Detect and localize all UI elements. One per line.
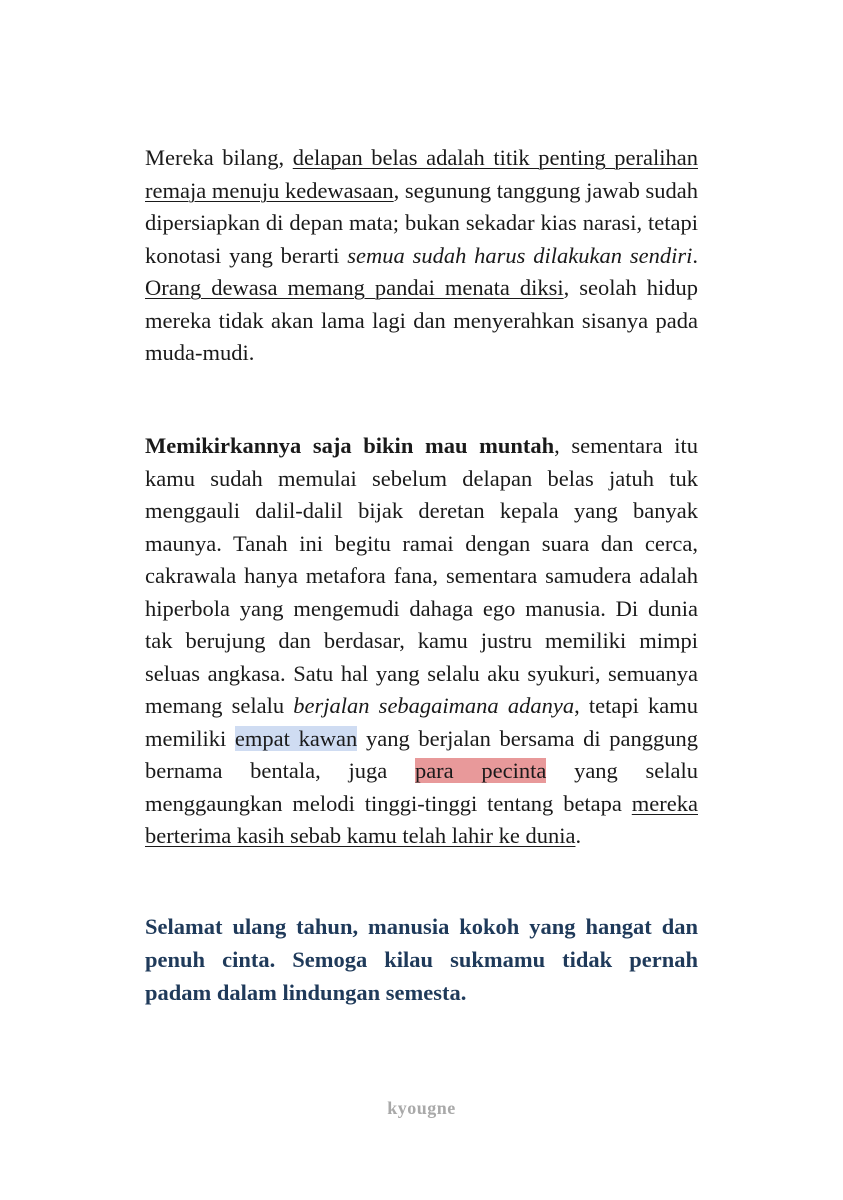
p1-text-4: , seolah hidup mereka tidak akan lama lagi dan menyerahkan sisanya pada muda-mudi. [145,275,698,365]
author-signature: kyougne [387,1098,456,1118]
paragraph-1 [145,142,698,370]
closing-wish-text: Selamat ulang tahun, manusia kokoh yang hangat dan penuh cinta. Semoga kilau sukmamu tidak pernah padam dalam lindungan semesta. [145,914,698,1005]
p2-text-3: yang berjalan bersama di panggung bernama bentala, juga [145,725,699,783]
p2-highlight-red: para pecinta [414,758,547,783]
p1-underlined-phrase-2: Orang dewasa memang pandai menata diksi [145,275,564,300]
p1-text-3: . [692,242,698,268]
p2-text-2: , tetapi kamu memiliki [145,693,698,751]
p2-italic-phrase: berjalan sebagaimana adanya [293,693,575,718]
p1-italic-phrase: semua sudah harus dilakukan sendiri [347,242,693,268]
p2-underlined-phrase: mereka berterima kasih sebab kamu telah lahir ke dunia [145,790,698,848]
p2-highlight-blue: empat kawan [234,725,358,751]
p1-text-2: , segunung tanggung jawab sudah dipersiapkan di depan mata; bukan sekadar kias narasi, tetapi konotasi yang berarti [145,177,698,268]
p1-underlined-phrase-1: delapan belas adalah titik penting peralihan remaja menuju kedewasaan [145,145,698,203]
p1-text-1: Mereka bilang, [145,145,293,170]
paragraph-2 [145,430,698,853]
p2-text-4: yang selalu menggaungkan melodi tinggi-tinggi tentang betapa [145,758,698,816]
p2-text-5: . [575,823,582,848]
closing-wish [145,910,698,1009]
p2-text-1: , sementara itu kamu sudah memulai sebelum delapan belas jatuh tuk menggauli dalil-dalil bijak deretan kepala yang banyak maunya. Tanah ini begitu ramai dengan suara dan cerca, cakrawala hanya metafora fana, sementara samudera adalah hiperbola yang mengemudi dahaga ego manusia. Di dunia tak berujung dan berdasar, kamu justru memiliki mimpi seluas angkasa. Satu hal yang selalu aku syukuri, semuanya memang selalu [145,433,698,718]
p2-bold-phrase: Memikirkannya saja bikin mau muntah [145,433,555,458]
